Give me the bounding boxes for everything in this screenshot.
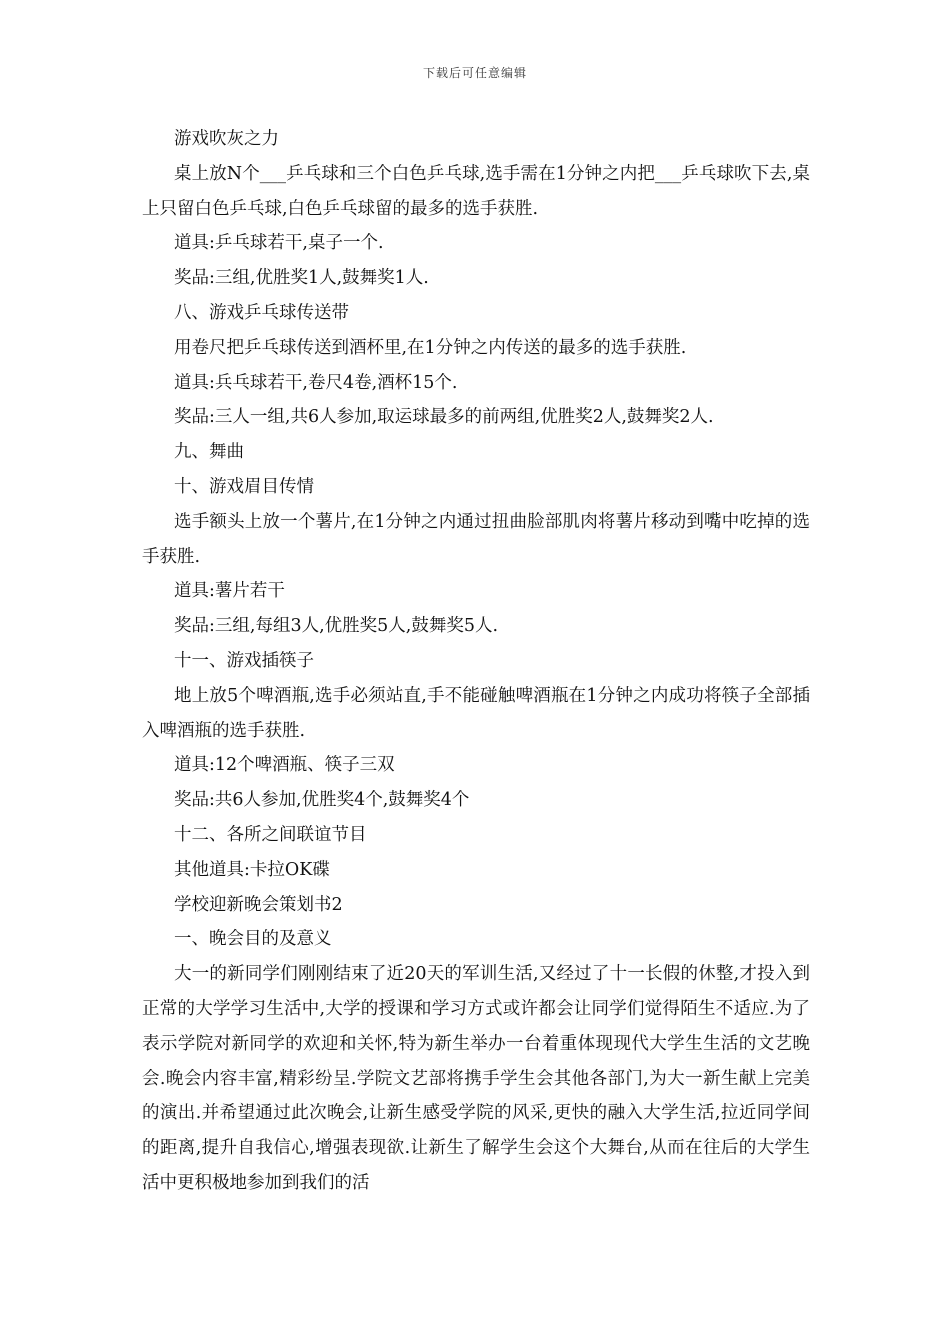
paragraph-game-rules: 选手额头上放一个薯片,在1分钟之内通过扭曲脸部肌肉将薯片移动到嘴中吃掉的选手获胜.: [142, 511, 810, 567]
paragraph-game-rules: 桌上放N个___乒乓球和三个白色乒乓球,选手需在1分钟之内把___乒乓球吹下去,桌上只留白色乒乓球,白色乒乓球留的最多的选手获胜.: [142, 163, 810, 219]
paragraph-prizes: 奖品:三组,优胜奖1人,鼓舞奖1人.: [174, 268, 429, 289]
document-title: 学校迎新晚会策划书2: [174, 894, 343, 915]
paragraph-props: 道具:12个啤酒瓶、筷子三双: [174, 755, 395, 776]
paragraph-props: 道具:乒乓球若干,桌子一个.: [174, 233, 384, 254]
paragraph-purpose: 大一的新同学们刚刚结束了近20天的军训生活,又经过了十一长假的休整,才投入到正常的大学学习生活中,大学的授课和学习方式或许都会让同学们觉得陌生不适应.为了表示学院对新同学的欢迎和关怀,特为新生举办一台着重体现现代大学生生活的文艺晚会.晚会内容丰富,精彩纷呈.学院文艺部将携手学生会其他各部门,为大一新生献上完美的演出.并希望通过此次晚会,让新生感受学院的风采,更快的融入大学生活,拉近同学间的距离,提升自我信心,增强表现欲.让新生了解学生会这个大舞台,从而在往后的大学生活中更积极地参加到我们的活: [142, 964, 810, 1193]
paragraph-prizes: 奖品:三人一组,共6人参加,取运球最多的前两组,优胜奖2人,鼓舞奖2人.: [174, 407, 714, 428]
paragraph-props: 道具:兵乓球若干,卷尺4卷,酒杯15个.: [174, 372, 458, 393]
section-heading-11: 十一、游戏插筷子: [174, 650, 314, 671]
paragraph-game-rules: 用卷尺把乒乓球传送到酒杯里,在1分钟之内传送的最多的选手获胜.: [174, 337, 687, 358]
document-body: [142, 122, 810, 1201]
section-heading-12: 十二、各所之间联谊节目: [174, 824, 367, 845]
section-heading-1: 一、晚会目的及意义: [174, 929, 332, 950]
section-heading-8: 八、游戏乒乓球传送带: [174, 302, 349, 323]
paragraph-prizes: 奖品:共6人参加,优胜奖4个,鼓舞奖4个: [174, 790, 470, 811]
section-heading-10: 十、游戏眉目传情: [174, 476, 314, 497]
paragraph-game-title: 游戏吹灰之力: [174, 129, 279, 149]
paragraph-props: 道具:薯片若干: [174, 581, 285, 602]
paragraph-game-rules: 地上放5个啤酒瓶,选手必须站直,手不能碰触啤酒瓶在1分钟之内成功将筷子全部插入啤酒瓶的选手获胜.: [142, 685, 810, 741]
paragraph-prizes: 奖品:三组,每组3人,优胜奖5人,鼓舞奖5人.: [174, 616, 499, 637]
paragraph-other-props: 其他道具:卡拉OK碟: [174, 859, 330, 880]
section-heading-9: 九、舞曲: [174, 442, 244, 463]
page-header: 下载后可任意编辑: [422, 66, 527, 80]
